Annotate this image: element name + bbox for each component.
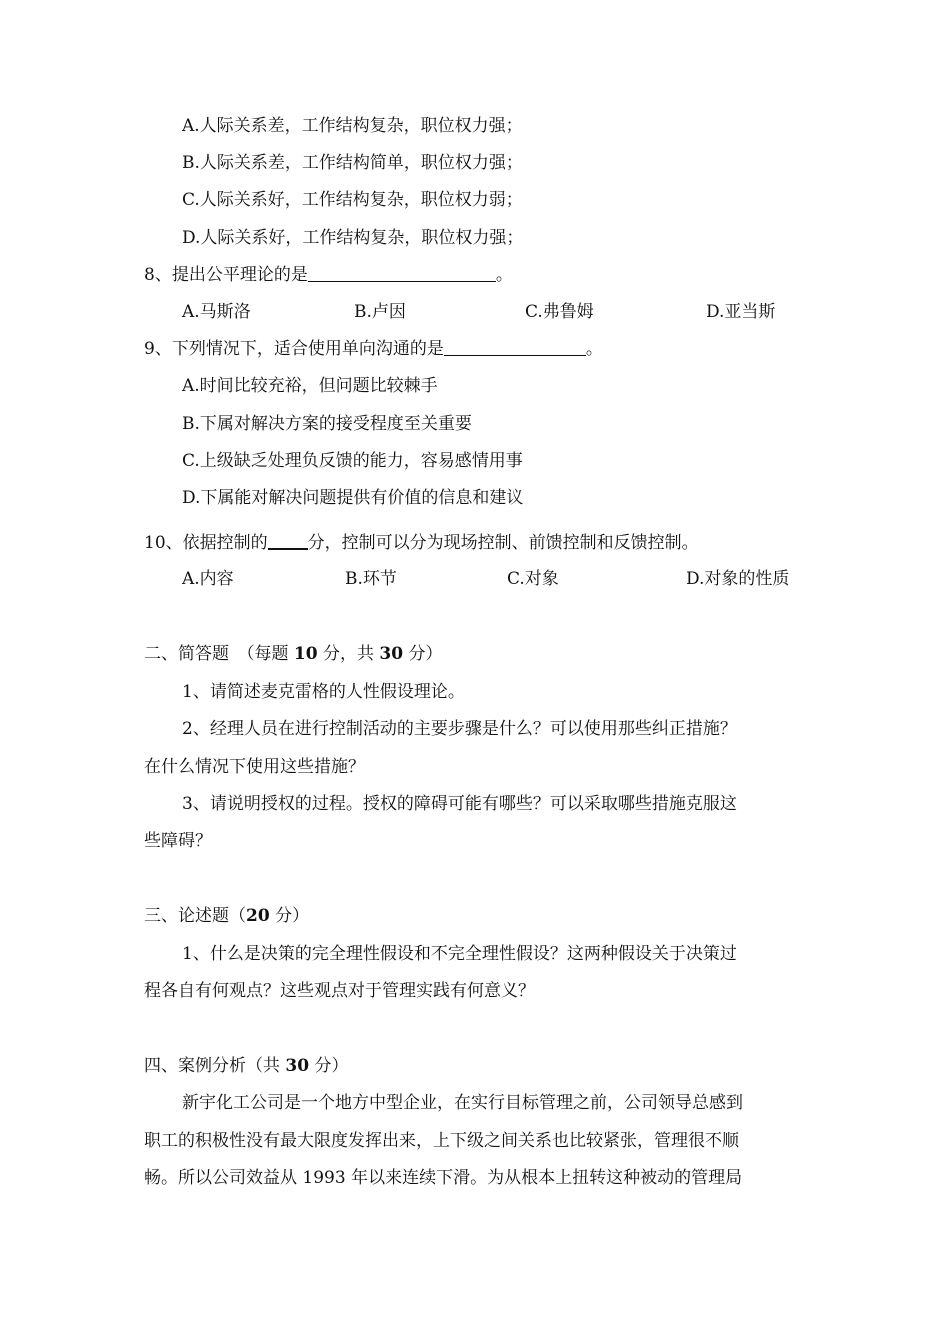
section3-heading-end: 分） xyxy=(269,906,310,926)
section2-points-total: 30 xyxy=(379,644,404,664)
q9-option-a: A.时间比较充裕，但问题比较棘手 xyxy=(182,376,438,396)
q7-option-d: D.人际关系好，工作结构复杂，职位权力强； xyxy=(182,228,524,248)
section3-heading xyxy=(144,906,309,926)
section2-q3-line1: 3、请说明授权的过程。授权的障碍可能有哪些？可以采取哪些措施克服这 xyxy=(182,794,737,814)
q10-option-d: D.对象的性质 xyxy=(686,569,790,589)
section3-q1-line2: 程各自有何观点？这些观点对于管理实践有何意义？ xyxy=(144,981,535,1001)
q9-option-b: B.下属对解决方案的接受程度至关重要 xyxy=(182,414,472,434)
q9-option-c: C.上级缺乏处理负反馈的能力，容易感情用事 xyxy=(182,451,523,471)
q10-option-c: C.对象 xyxy=(507,569,559,589)
section2-q1: 1、请简述麦克雷格的人性假设理论。 xyxy=(182,682,465,702)
section2-heading-end: 分） xyxy=(403,644,443,664)
q10-option-a: A.内容 xyxy=(182,569,234,589)
q9-option-d: D.下属能对解决问题提供有价值的信息和建议 xyxy=(182,488,524,508)
case-paragraph-line1: 新宇化工公司是一个地方中型企业，在实行目标管理之前，公司领导总感到 xyxy=(182,1093,743,1113)
q9-answer-blank xyxy=(444,339,586,356)
section4-heading xyxy=(144,1056,348,1076)
q8-option-a: A.马斯洛 xyxy=(182,302,251,322)
q7-option-c: C.人际关系好，工作结构复杂，职位权力弱； xyxy=(182,190,523,210)
section2-heading-text: 二、简答题 （每题 xyxy=(144,644,294,664)
section2-heading xyxy=(144,644,442,664)
section2-q2-line1: 2、经理人员在进行控制活动的主要步骤是什么？可以使用那些纠正措施？ xyxy=(182,719,737,739)
q8-prefix: 8、提出公平理论的是 xyxy=(144,265,308,285)
q9-stem xyxy=(144,339,603,359)
section3-heading-text: 三、论述题（ xyxy=(144,906,246,926)
section4-heading-text: 四、案例分析（共 xyxy=(144,1056,286,1076)
section3-points: 20 xyxy=(246,906,270,926)
q8-stem xyxy=(144,265,513,285)
q10-answer-blank xyxy=(268,532,308,550)
q8-option-b: B.卢因 xyxy=(354,302,406,322)
q10-suffix: 分，控制可以分为现场控制、前馈控制和反馈控制。 xyxy=(307,533,699,553)
q8-option-c: C.弗鲁姆 xyxy=(525,302,594,322)
q9-prefix: 9、下列情况下，适合使用单向沟通的是 xyxy=(144,339,444,359)
q7-option-b: B.人际关系差，工作结构简单，职位权力强； xyxy=(182,153,523,173)
q10-option-b: B.环节 xyxy=(345,569,397,589)
q8-option-d: D.亚当斯 xyxy=(706,302,776,322)
section4-points: 30 xyxy=(285,1056,310,1076)
section4-heading-end: 分） xyxy=(309,1056,349,1076)
q10-stem xyxy=(144,532,699,553)
case-paragraph-line2: 职工的积极性没有最大限度发挥出来，上下级之间关系也比较紧张，管理很不顺 xyxy=(144,1131,739,1151)
q9-suffix: 。 xyxy=(585,339,603,359)
q8-suffix: 。 xyxy=(495,265,513,285)
section2-points-each: 10 xyxy=(293,644,318,664)
case-paragraph-line3: 畅。所以公司效益从 1993 年以来连续下滑。为从根本上扭转这种被动的管理局 xyxy=(144,1168,743,1188)
section2-q2-line2: 在什么情况下使用这些措施？ xyxy=(144,757,365,777)
q10-prefix: 10、依据控制的 xyxy=(144,533,268,553)
q8-answer-blank xyxy=(308,265,496,282)
q7-option-a: A.人际关系差，工作结构复杂，职位权力强； xyxy=(182,116,523,136)
section3-q1-line1: 1、什么是决策的完全理性假设和不完全理性假设？这两种假设关于决策过 xyxy=(182,944,737,964)
section2-heading-mid: 分，共 xyxy=(317,644,380,664)
section2-q3-line2: 些障碍？ xyxy=(144,831,212,851)
